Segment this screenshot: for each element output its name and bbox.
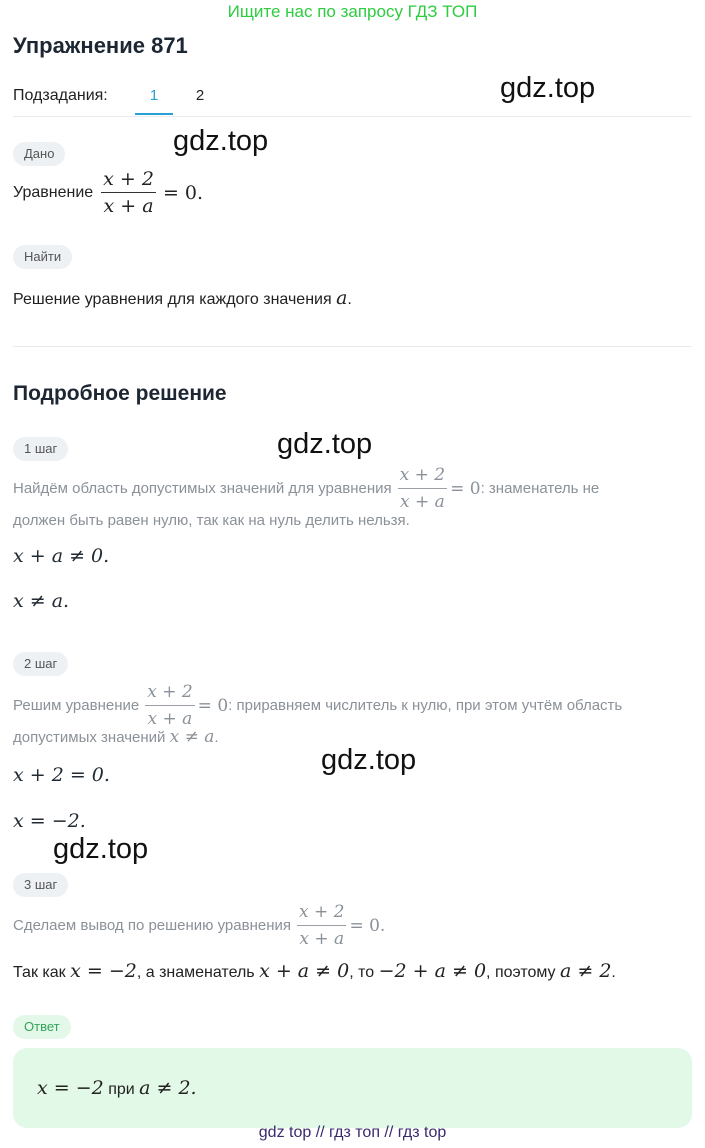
conclusion-text: Так как [13,964,66,981]
conclusion-text: . [611,964,616,981]
step1-equals: = 0 [450,478,481,499]
step2-text: Решим уравнение [13,697,140,714]
given-equals: = 0. [162,181,204,204]
step3-denominator: x + a [299,929,345,949]
given-denominator: x + a [103,195,154,217]
step3-fraction [297,901,346,950]
step1-denominator: x + a [399,492,445,512]
conclusion-formula: x = −2 [70,960,137,982]
given-badge: Дано [13,142,65,166]
step3-text-line1 [13,901,385,950]
solution-heading: Подробное решение [13,382,227,405]
given-equation [13,168,203,217]
find-text [13,287,352,309]
step1-formula-2: x ≠ a. [13,590,70,612]
step2-formula-2: x = −2. [13,810,86,832]
step3-conclusion [13,960,616,982]
step2-text-dom: допустимых значений [13,729,166,746]
step1-text: Найдём область допустимых значений для уравнения [13,480,392,497]
given-numerator: x + 2 [101,168,156,193]
watermark: gdz.top [53,833,149,865]
step1-formula-1: x + a ≠ 0. [13,545,110,567]
step2-formula-1: x + 2 = 0. [13,764,110,786]
answer-formula-x: x = −2 [37,1077,104,1099]
step2-text-line1 [13,681,622,730]
footer-links[interactable]: gdz top // гдз топ // гдз top [258,1124,447,1141]
find-description: Решение уравнения для каждого значения [13,291,332,308]
page-title: Упражнение 871 [13,33,188,58]
conclusion-text: , то [349,964,375,981]
step2-fraction [145,681,194,730]
step2-dot: . [214,729,219,746]
step2-numerator: x + 2 [145,681,194,706]
watermark: gdz.top [321,744,417,776]
watermark: gdz.top [277,428,373,460]
step1-text-line1 [13,464,599,513]
step2-text-line2 [13,727,219,747]
subtasks-label: Подзадания: [13,87,108,104]
step2-denominator: x + a [147,709,193,729]
step3-badge: 3 шаг [13,873,68,897]
conclusion-formula: a ≠ 2 [560,960,612,982]
promo-banner[interactable]: Ищите нас по запросу ГДЗ ТОП [227,2,478,21]
step1-badge: 1 шаг [13,437,68,461]
conclusion-text: , а знаменатель [136,964,255,981]
given-prefix: Уравнение [13,183,94,201]
find-badge: Найти [13,245,72,269]
step1-text-line2: должен быть равен нулю, так как на нуль делить нельзя. [13,512,410,529]
answer-word: при [108,1081,135,1098]
step1-numerator: x + 2 [398,464,447,489]
divider [13,116,692,117]
step2-equals: = 0 [197,695,229,716]
step1-fraction [398,464,447,513]
step3-numerator: x + 2 [297,901,346,926]
step1-text-cont: : знаменатель не [480,480,600,497]
step3-text: Сделаем вывод по решению уравнения [13,917,291,934]
tab-subtask-1[interactable]: 1 [149,87,159,104]
step3-equals: = 0. [349,915,386,936]
conclusion-formula: x + a ≠ 0 [259,960,350,982]
step2-badge: 2 шаг [13,652,68,676]
answer-formula-a: a ≠ 2. [139,1077,197,1099]
find-variable: a [336,287,348,309]
step2-condition: x ≠ a [169,727,215,747]
active-tab-indicator [135,113,173,115]
divider [13,346,692,347]
watermark: gdz.top [173,125,269,157]
conclusion-text: , поэтому [486,964,556,981]
answer-text [37,1077,197,1099]
step2-text-cont: : приравняем числитель к нулю, при этом учтём область [228,697,623,714]
find-dot: . [347,291,352,308]
tab-subtask-2[interactable]: 2 [195,87,205,104]
conclusion-formula: −2 + a ≠ 0 [378,960,487,982]
watermark: gdz.top [500,72,596,104]
given-fraction [101,168,156,217]
answer-badge: Ответ [13,1015,71,1039]
